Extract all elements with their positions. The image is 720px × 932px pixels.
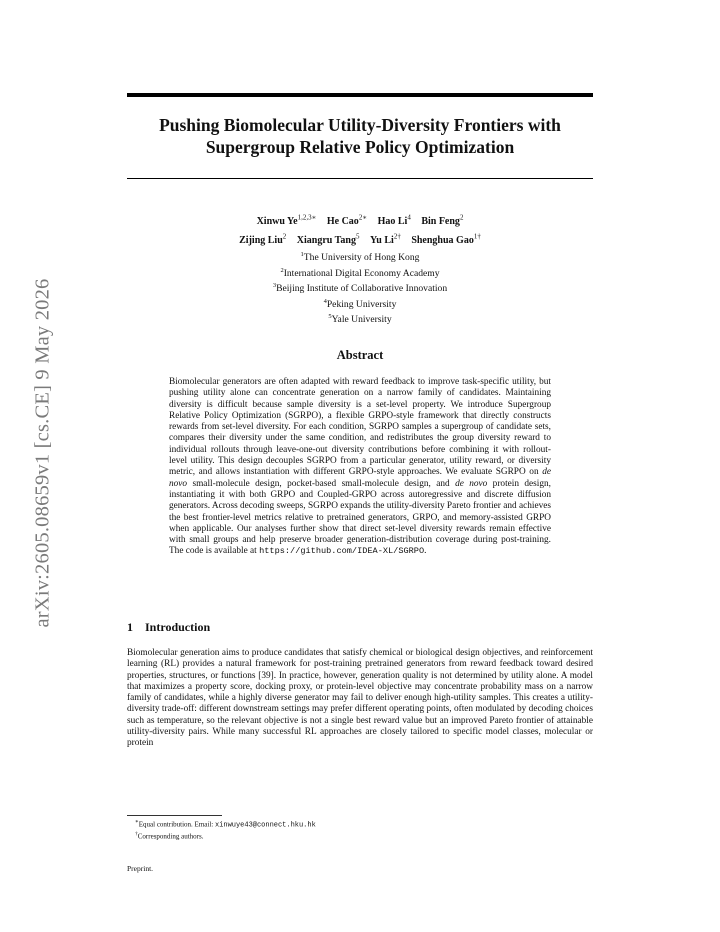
author: Xinwu $Ye^{1,2,3∗}$ [256,214,317,228]
author: Shenghua Gao$^{1\dagger}$ [411,232,481,246]
affiliation: $^2$International Digital Economy Academy [280,266,440,279]
abstract-heading: Abstract [336,348,384,362]
email-link[interactable]: xinwuye43@connect.hku.hk [214,821,316,830]
affiliation: $^4$Peking University [323,297,397,310]
arxiv-side-stamp: arXiv:2605.08659v1 [cs.CE] 9 May 2026 [31,278,54,628]
author: Zijing Liu$^2$ [239,232,287,246]
footnote-rule [127,815,222,816]
footnotes [135,818,575,842]
affiliation: $^3$Beijing Institute of Collaborative Innovation [272,282,448,295]
author: Xiangru Tang$^5$ [296,232,360,246]
section-heading: 1 Introduction [127,620,211,634]
footnote-corresponding: †Corresponding authors. [135,831,204,841]
author: He Cao$^{2∗}$ [326,214,368,228]
abstract-body: Biomolecular generators are often adapted with reward feedback to improve task-specific utility, but pushing utility alone can concentrate generation on a narrow family of candidates. Maintaining diversity is difficult because sample diversity is a set-level property. We introduce Supergroup Relative Policy Optimization (SGRPO), a flexible GRPO-style framework that directly constructs rewards from set-level diversity. For each condition, SGRPO samples a supergroup of candidate sets, compares their diversity under the same condition, and redistributes the group diversity reward to individual rollouts through leave-one-out diversity contributions before combining it with rollout-level utility. This design decouples SGRPO from a particular generator, utility reward, or diversity metric, and allows instantiation with different GRPO-style approaches. We evaluate SGRPO on de novo small-molecule design, pocket-based small-molecule design, and de novo protein design, instantiating it with both GRPO and Coupled-GRPO across autoregressive and discrete diffusion generators. Across decoding sweeps, SGRPO expands the utility-diversity Pareto frontier and achieves the best frontier-level metrics relative to pretrained generators, GRPO, and memory-assisted GRPO when applicable. Our analyses further show that direct set-level diversity rewards remain effective with small groups and help preserve broader generation-distribution coverage during post-training. The code is available at https://github.com/IDEA-XL/SGRPO. [169,377,551,557]
title-bottom-rule [127,178,593,179]
footnote-equal-contribution: ∗Equal contribution. Email: xinwuye43@connect.hku.hk [135,819,316,830]
affiliation: $^5$Yale University [328,313,392,326]
code-url-link[interactable]: https://github.com/IDEA-XL/SGRPO [259,546,425,557]
author-row-1 [150,211,570,229]
author: Bin Feng$^2$ [421,214,464,228]
paper-title: Pushing Biomolecular Utility-Diversity Frontiers with Supergroup Relative Policy Optimization [159,115,561,157]
author-row-2 [150,229,570,247]
affiliation: $^1$The University of Hong Kong [300,251,420,264]
title-top-rule [127,93,593,97]
introduction-body: Biomolecular generation aims to produce candidates that satisfy chemical or biological design objectives, and reinforcement learning (RL) provides a natural framework for post-training pretrained generators from reward feedback toward desired properties, structures, or functions [39]. In practice, however, generation quality is not determined by utility alone. A model that maximizes a property score, docking proxy, or protein-level objective may concentrate probability mass on a narrow family of candidates, while a highly diverse generator may fail to deliver enough high-utility samples. This creates a utility-diversity trade-off: different downstream settings may prefer different operating points, often modulated by decoding choices such as temperature, so the relevant objective is not a single best reward value but an improved Pareto frontier of attainable utility-diversity pairs. While many successful RL approaches are closely tailored to specific model classes, molecular or protein [127,648,593,749]
author: Yu $Li^{2\dagger}$ [369,232,401,246]
author: Hao Li$^4$ [377,214,411,228]
author-list [150,211,570,248]
preprint-label: Preprint. [127,864,154,873]
affiliation-list [170,249,550,327]
